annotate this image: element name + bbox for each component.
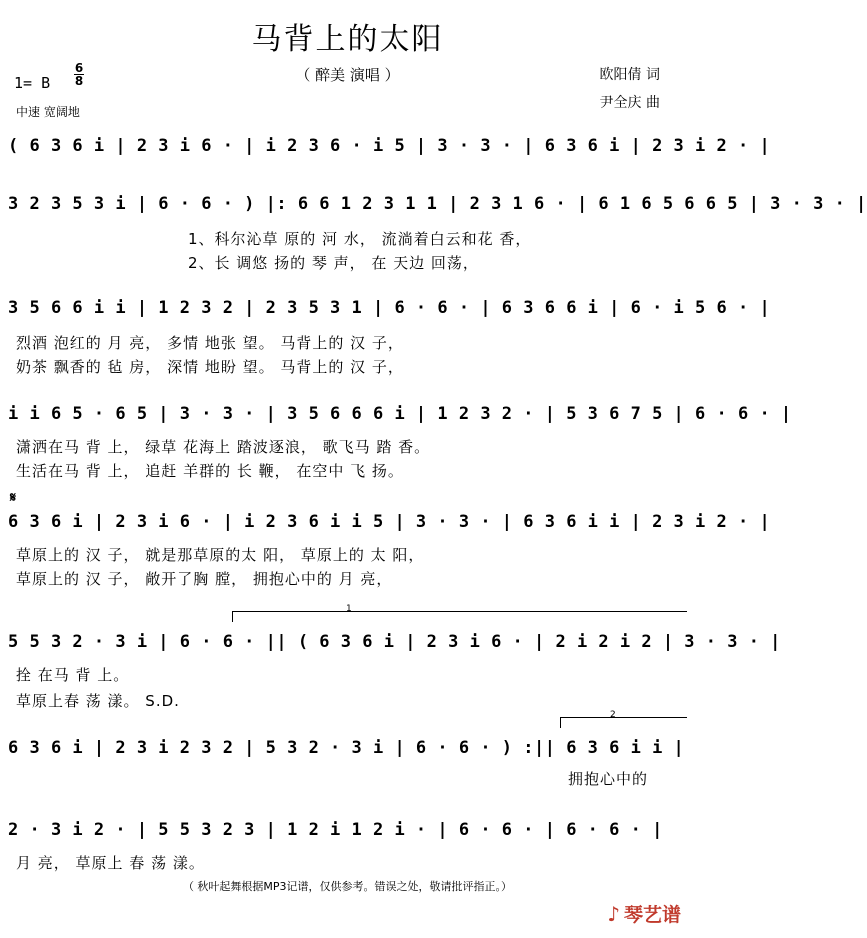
volta-1-number: 1: [346, 604, 352, 614]
lyric-row-5-verse-1: 草原上的 汉 子， 就是那草原的太 阳， 草原上的 太 阳，: [16, 546, 425, 564]
lyric-row-2-verse-1: 1、科尔沁草 原的 河 水， 流淌着白云和花 香，: [188, 230, 532, 248]
music-note-icon: ♪: [607, 902, 620, 926]
lyric-row-8: 月 亮， 草原上 春 荡 漾。: [16, 854, 205, 872]
notation-row-2: 3 2 3 5 3 i | 6 · 6 · ) |: 6 6 1 2 3 1 1 | 2 3 1 6 · | 6 1 6 5 6 6 5 | 3 · 3 · |: [8, 194, 867, 214]
page-title: 马背上的太阳: [251, 22, 444, 57]
notation-row-8: 2 · 3 i 2 · | 5 5 3 2 3 | 1 2 i 1 2 i · | 6 · 6 · | 6 · 6 · |: [8, 820, 663, 840]
volta-1-bracket: [232, 611, 687, 622]
logo-text: 琴艺谱: [623, 904, 681, 926]
lyric-row-3-verse-2: 奶茶 飘香的 毡 房， 深情 地盼 望。 马背上的 汉 子，: [16, 358, 404, 376]
lyric-row-4-verse-1: 潇洒在马 背 上， 绿草 花海上 踏波逐浪， 歌飞马 踏 香。: [16, 438, 431, 456]
segno-mark: 𝄋: [10, 490, 17, 506]
lyric-row-3-verse-1: 烈酒 泡红的 月 亮， 多情 地张 望。 马背上的 汉 子，: [16, 334, 404, 352]
notation-row-5: 6 3 6 i | 2 3 i 6 · | i 2 3 6 i i 5 | 3 · 3 · | 6 3 6 i i | 2 3 i 2 · |: [8, 512, 771, 532]
volta-2-bracket: [560, 717, 687, 728]
volta-2-number: 2: [610, 710, 616, 720]
lyric-row-4-verse-2: 生活在马 背 上， 追赶 羊群的 长 鞭， 在空中 飞 扬。: [16, 462, 404, 480]
notation-row-3: 3 5 6 6 i i | 1 2 3 2 | 2 3 5 3 1 | 6 · 6 · | 6 3 6 6 i | 6 · i 5 6 · |: [8, 298, 771, 318]
lyric-row-7: 拥抱心中的: [568, 770, 649, 788]
composer-credit: 尹全庆 曲: [599, 95, 660, 111]
notation-row-4: i i 6 5 · 6 5 | 3 · 3 · | 3 5 6 6 6 i | 1 2 3 2 · | 5 3 6 7 5 | 6 · 6 · |: [8, 404, 792, 424]
lyric-row-6-verse-2: 草原上春 荡 漾。 S.D.: [16, 692, 180, 710]
time-sig-top: 6: [74, 61, 84, 75]
lyric-row-2-verse-2: 2、长 调悠 扬的 琴 声， 在 天边 回荡，: [188, 254, 479, 272]
footnote: （ 秋叶起舞根据MP3记谱，仅供参考。错误之处，敬请批评指正。）: [182, 880, 513, 893]
notation-row-6: 5 5 3 2 · 3 i | 6 · 6 · || ( 6 3 6 i | 2 3 i 6 · | 2 i 2 i 2 | 3 · 3 · |: [8, 632, 781, 652]
lyric-row-6-verse-1: 拴 在马 背 上。: [16, 666, 130, 684]
lyricist-credit: 欧阳倩 词: [599, 67, 660, 83]
singer-label: （ 醉美 演唱 ）: [295, 66, 400, 84]
lyric-row-5-verse-2: 草原上的 汉 子， 敞开了胸 膛， 拥抱心中的 月 亮，: [16, 570, 393, 588]
time-sig-bottom: 8: [74, 74, 84, 88]
time-signature: [74, 62, 84, 87]
notation-row-1: ( 6 3 6 i | 2 3 i 6 · | i 2 3 6 · i 5 | 3 · 3 · | 6 3 6 i | 2 3 i 2 · |: [8, 136, 771, 156]
notation-row-7: 6 3 6 i | 2 3 i 2 3 2 | 5 3 2 · 3 i | 6 · 6 · ) :|| 6 3 6 i i |: [8, 738, 685, 758]
key-signature: 1= B: [14, 74, 51, 92]
site-logo: [607, 900, 681, 927]
tempo-marking: 中速 宽阔地: [16, 105, 80, 119]
